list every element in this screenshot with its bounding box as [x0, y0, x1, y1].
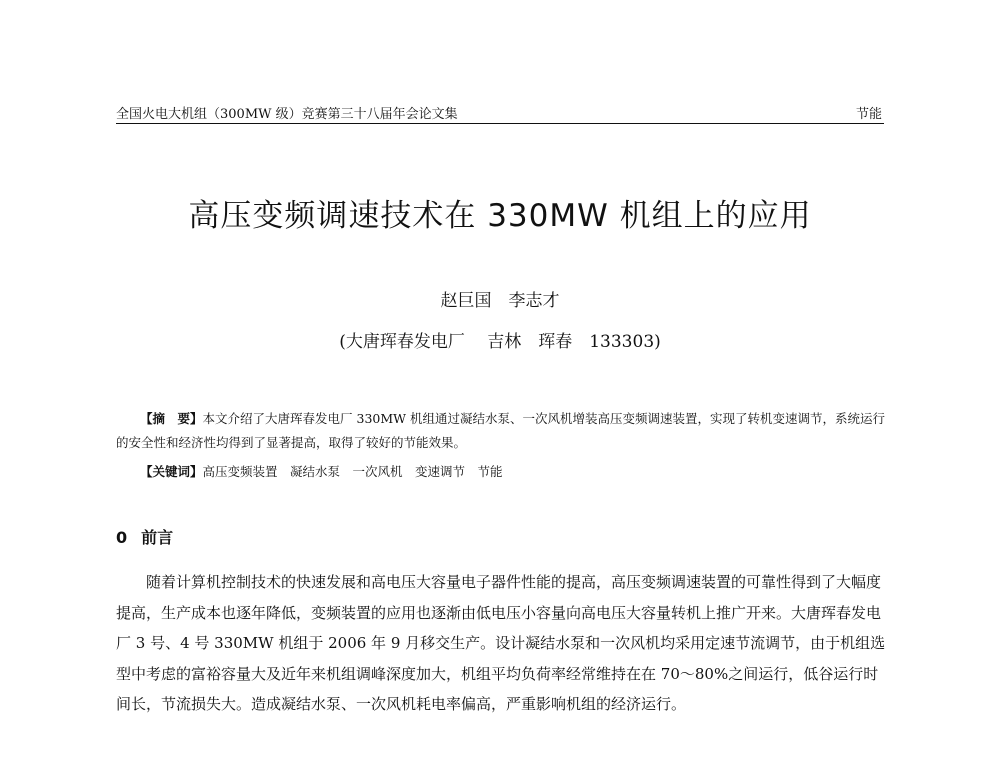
section-title: 前言	[141, 528, 174, 547]
authors: 赵巨国 李志才	[440, 291, 560, 311]
header-divider	[116, 123, 884, 124]
keywords	[140, 460, 910, 484]
section-number: 0	[116, 528, 128, 547]
keywords-label: 【关键词】	[140, 464, 203, 479]
running-header-title: 全国火电大机组（300MW 级）竞赛第三十八届年会论文集	[116, 107, 458, 122]
running-header-section: 节能	[855, 107, 882, 122]
affiliation: (大唐珲春发电厂 吉林 珲春 133303)	[339, 332, 661, 352]
abstract	[116, 407, 886, 455]
body-paragraph: 随着计算机控制技术的快速发展和高电压大容量电子器件性能的提高，高压变频调速装置的可靠性得到了大幅度提高，生产成本也逐年降低，变频装置的应用也逐渐由低电压小容量向高电压大容量转机上推广开来。大唐珲春发电厂 3 号、4 号 330MW 机组于 2006 年 9 月移交生产。设计凝结水泵和一次风机均采用定速节流调节，由于机组选型中考虑的富裕容量大及近年来机组调峰深度加大，机组平均负荷率经常维持在在 70～80%之间运行，低谷运行时间长，节流损失大。造成凝结水泵、一次风机耗电率偏高，严重影响机组的经济运行。	[116, 573, 886, 713]
section-heading	[116, 525, 173, 548]
abstract-label: 【摘 要】	[140, 411, 203, 426]
paper-title: 高压变频调速技术在 330MW 机组上的应用	[188, 198, 812, 234]
abstract-text: 本文介绍了大唐珲春发电厂 330MW 机组通过凝结水泵、一次风机增装高压变频调速装置，实现了转机变速调节，系统运行的安全性和经济性均得到了显著提高，取得了较好的节能效果。	[116, 411, 885, 450]
keywords-text: 高压变频装置 凝结水泵 一次风机 变速调节 节能	[202, 464, 503, 479]
